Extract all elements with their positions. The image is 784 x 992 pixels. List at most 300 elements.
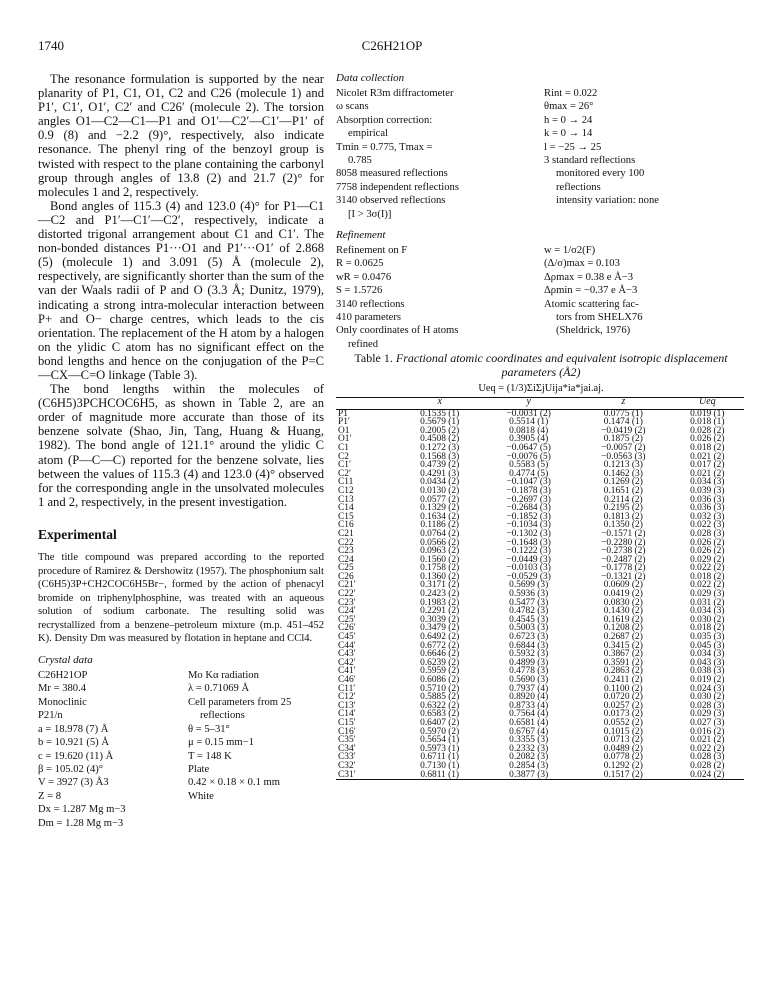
table-cell: 0.034 (3) bbox=[690, 477, 725, 488]
table-cell: 0.016 (2) bbox=[690, 726, 725, 737]
table-cell: 0.3039 (2) bbox=[420, 614, 460, 625]
atom-label: C26 bbox=[338, 571, 354, 582]
atom-label: C42′ bbox=[338, 657, 356, 668]
table-cell: 0.5959 (2) bbox=[420, 666, 460, 677]
refinement-line: 3140 reflections bbox=[336, 298, 405, 310]
table-cell: 0.5679 (1) bbox=[420, 417, 460, 428]
experimental-heading: Experimental bbox=[38, 526, 117, 542]
table-cell: 0.1462 (3) bbox=[603, 468, 643, 479]
table-cell: 0.1875 (2) bbox=[603, 434, 643, 445]
data-collection-block bbox=[336, 87, 746, 221]
table-cell: −0.0057 (2) bbox=[601, 442, 646, 453]
table-cell: 0.2423 (2) bbox=[420, 589, 460, 600]
table-cell: 0.5654 (1) bbox=[420, 735, 460, 746]
atom-label: C33′ bbox=[338, 752, 356, 763]
table-cell: 0.4739 (2) bbox=[420, 460, 460, 471]
crystal-data-col2 bbox=[188, 669, 324, 803]
table-cell: −0.0103 (3) bbox=[506, 563, 551, 574]
table-cell: 0.6646 (2) bbox=[420, 649, 460, 660]
atom-label: C22′ bbox=[338, 589, 356, 600]
table-cell: 0.029 (3) bbox=[690, 589, 725, 600]
right-column bbox=[336, 72, 746, 780]
table-cell: 0.8920 (4) bbox=[509, 692, 549, 703]
table-cell: 0.1535 (1) bbox=[420, 408, 460, 419]
crystal-data-line: T = 148 K bbox=[188, 750, 232, 762]
crystal-data-line: c = 19.620 (11) Å bbox=[38, 750, 114, 762]
table-cell: 0.024 (3) bbox=[690, 683, 725, 694]
atom-label: C25′ bbox=[338, 614, 356, 625]
crystal-data-line: μ = 0.15 mm−1 bbox=[188, 737, 254, 749]
table-cell: −0.1648 (3) bbox=[506, 537, 551, 548]
table-cell: 0.5583 (5) bbox=[509, 460, 549, 471]
table-cell: 0.021 (2) bbox=[690, 735, 725, 746]
refinement-line: Atomic scattering fac- bbox=[544, 298, 639, 310]
table-cell: −0.1778 (2) bbox=[601, 563, 646, 574]
refinement-line: Refinement on F bbox=[336, 245, 408, 256]
table-cell: 0.1568 (3) bbox=[420, 451, 460, 462]
table-cell: 0.5699 (3) bbox=[509, 580, 549, 591]
table-cell: 0.018 (1) bbox=[690, 417, 725, 428]
data-collection-line: 0.785 bbox=[348, 155, 372, 167]
table-cell: 0.0830 (2) bbox=[603, 597, 643, 608]
crystal-data-line: Z = 8 bbox=[38, 790, 62, 802]
table-cell: 0.2332 (3) bbox=[509, 743, 549, 754]
atom-label: C23 bbox=[338, 546, 354, 557]
crystal-data-heading: Crystal data bbox=[38, 654, 93, 667]
data-collection-line: Tmin = 0.775, Tmax = bbox=[336, 141, 433, 153]
table-cell: 0.045 (3) bbox=[690, 640, 725, 651]
table-cell: 0.030 (2) bbox=[690, 614, 725, 625]
data-collection-line: reflections bbox=[556, 181, 601, 193]
table-cell: 0.2082 (3) bbox=[509, 752, 549, 763]
table-cell: 0.6711 (1) bbox=[420, 752, 460, 763]
table-cell: 0.028 (2) bbox=[690, 760, 725, 771]
table-cell: 0.3171 (2) bbox=[420, 580, 460, 591]
table-cell: 0.0818 (4) bbox=[509, 425, 549, 436]
table-cell: 0.2411 (2) bbox=[603, 675, 643, 685]
refinement-line: S = 1.5726 bbox=[336, 285, 383, 297]
refinement-line: R = 0.0625 bbox=[336, 258, 384, 270]
col-header-x: x bbox=[437, 396, 442, 407]
table-cell: 0.2291 (2) bbox=[420, 606, 460, 617]
refinement-line: 410 parameters bbox=[336, 312, 402, 324]
table-cell: 0.0577 (2) bbox=[420, 494, 460, 505]
refinement-line: Δρmax = 0.38 e Å−3 bbox=[544, 271, 634, 283]
atom-label: C35′ bbox=[338, 735, 356, 746]
table-cell: 0.1560 (2) bbox=[420, 554, 460, 565]
table-cell: 0.026 (2) bbox=[690, 434, 725, 445]
table-cell: 0.0257 (2) bbox=[603, 700, 643, 711]
atom-label: C25 bbox=[338, 563, 354, 574]
table-cell: 0.1517 (2) bbox=[603, 769, 643, 780]
atom-label: C46′ bbox=[338, 675, 356, 685]
crystal-data-block bbox=[38, 669, 324, 833]
table-cell: 0.0778 (2) bbox=[603, 752, 643, 763]
table-cell: 0.6239 (2) bbox=[420, 657, 460, 668]
refinement-line: Only coordinates of H atoms bbox=[336, 325, 459, 337]
table-cell: −0.1034 (3) bbox=[506, 520, 551, 531]
atom-label: C14′ bbox=[338, 709, 356, 720]
table-cell: 0.3877 (3) bbox=[509, 769, 549, 780]
table-cell: 0.5936 (3) bbox=[509, 589, 549, 600]
table-cell: 0.038 (3) bbox=[690, 666, 725, 677]
atom-label: C2′ bbox=[338, 468, 351, 479]
table-cell: 0.1213 (3) bbox=[603, 460, 643, 471]
table-cell: −0.0419 (2) bbox=[601, 425, 646, 436]
table-cell: 0.1983 (2) bbox=[420, 597, 460, 608]
table-cell: 0.0566 (2) bbox=[420, 537, 460, 548]
table-cell: 0.7937 (4) bbox=[509, 683, 549, 694]
running-header bbox=[38, 38, 746, 56]
atom-label: C21 bbox=[338, 528, 354, 539]
table-cell: 0.4774 (5) bbox=[509, 468, 549, 479]
table-cell: −0.1571 (2) bbox=[601, 528, 646, 539]
table-cell: 0.5003 (3) bbox=[509, 623, 549, 634]
table-cell: 0.4291 (3) bbox=[420, 468, 460, 479]
table-cell: −0.0647 (5) bbox=[506, 442, 551, 453]
data-collection-line: empirical bbox=[348, 128, 389, 140]
table-cell: 0.1272 (3) bbox=[420, 442, 460, 453]
table-cell: 0.0552 (2) bbox=[603, 717, 643, 728]
page-number: 1740 bbox=[38, 38, 64, 53]
atom-label: P1 bbox=[338, 408, 348, 419]
table-cell: 0.019 (2) bbox=[690, 675, 725, 685]
table-cell: 0.1269 (2) bbox=[603, 477, 643, 488]
table-cell: 0.043 (3) bbox=[690, 657, 725, 668]
data-collection-line: θmax = 26° bbox=[544, 101, 594, 113]
refinement-line: (Sheldrick, 1976) bbox=[556, 325, 631, 337]
paragraph-bond-angles: Bond angles of 115.3 (4) and 123.0 (4)° for P1—C1—C2 and P1′—C1′—C2′, respectively, indicate a distorted trigonal arrangement about C1 and C1′. The non-bonded distances P1···O1 and P1′···O1′ of 2.868 (5) (molecule 1) and 3.091 (5) Å (molecule 2), respectively, are significantly shorter than the sum of the van der Waals radii of P and O (3.3 Å; Dunitz, 1979), indicating a strong intra-molecular interaction between P+ and O− charge centres, which leads to the cis orientation. The replacement of the H atom by a halogen on the ylidic C atom has no significant effect on the bond lengths and hence on the conjugation of the P=C —CX—C=O linkage (Table 3). bbox=[38, 198, 324, 382]
table-cell: 0.036 (3) bbox=[690, 494, 725, 505]
table-cell: 0.0130 (2) bbox=[420, 485, 460, 496]
data-collection-line: intensity variation: none bbox=[556, 195, 659, 207]
table-cell: 0.028 (3) bbox=[690, 700, 725, 711]
table-cell: 0.6086 (2) bbox=[420, 675, 460, 685]
crystal-data-line: β = 105.02 (4)° bbox=[38, 763, 104, 775]
table-cell: 0.4545 (3) bbox=[509, 614, 549, 625]
atom-label: C44′ bbox=[338, 640, 356, 651]
table-cell: 0.1360 (2) bbox=[420, 571, 460, 582]
table-cell: −0.0076 (5) bbox=[506, 451, 551, 462]
table-cell: 0.6581 (4) bbox=[509, 717, 549, 728]
table-cell: −0.1222 (3) bbox=[506, 546, 551, 557]
atom-label: C31′ bbox=[338, 769, 356, 780]
refinement-block bbox=[336, 244, 746, 350]
data-collection-line: 3140 observed reflections bbox=[336, 195, 446, 207]
data-collection-line: [I > 3σ(I)] bbox=[348, 208, 392, 220]
table-cell: 0.0764 (2) bbox=[420, 528, 460, 539]
table-cell: 0.0173 (2) bbox=[603, 709, 643, 720]
ueq-definition: Ueq = (1/3)ΣiΣjUija*ia*jai.aj. bbox=[478, 383, 604, 394]
table-cell: 0.022 (3) bbox=[690, 520, 725, 531]
table-cell: −0.0449 (3) bbox=[506, 554, 551, 565]
table-cell: 0.027 (3) bbox=[690, 717, 725, 728]
crystal-data-line: Mr = 380.4 bbox=[38, 683, 87, 695]
atom-label: C21′ bbox=[338, 580, 356, 591]
table-cell: −0.2697 (3) bbox=[506, 494, 551, 505]
refinement-line: wR = 0.0476 bbox=[336, 271, 392, 283]
refinement-line: tors from SHELX76 bbox=[556, 312, 643, 324]
table-cell: −0.2487 (2) bbox=[601, 554, 646, 565]
table-cell: 0.022 (2) bbox=[690, 580, 725, 591]
table-cell: 0.0609 (2) bbox=[603, 580, 643, 591]
atom-label: C2 bbox=[338, 451, 349, 462]
table-cell: 0.3905 (4) bbox=[509, 434, 549, 445]
table-cell: 0.034 (3) bbox=[690, 606, 725, 617]
atom-label: C1 bbox=[338, 442, 349, 453]
data-collection-line: 3 standard reflections bbox=[544, 155, 636, 167]
table-cell: 0.4899 (3) bbox=[509, 657, 549, 668]
crystal-data-line: Monoclinic bbox=[38, 696, 87, 708]
atom-label: P1′ bbox=[338, 417, 350, 428]
data-collection-col2 bbox=[544, 87, 744, 208]
table-cell: 0.6811 (1) bbox=[420, 769, 460, 780]
table-cell: 0.3415 (2) bbox=[603, 640, 643, 651]
atom-label: C45′ bbox=[338, 632, 356, 643]
atom-label: C16 bbox=[338, 520, 354, 531]
table-cell: 0.2687 (2) bbox=[603, 632, 643, 643]
left-column bbox=[38, 72, 324, 833]
refinement-col2 bbox=[544, 244, 744, 338]
table-cell: 0.018 (2) bbox=[690, 571, 725, 582]
data-collection-line: l = −25 → 25 bbox=[544, 141, 602, 153]
data-collection-line: Nicolet R3m diffractometer bbox=[336, 88, 454, 99]
crystal-data-col1 bbox=[38, 669, 188, 830]
table-cell: 0.1186 (2) bbox=[420, 520, 460, 531]
crystal-data-line: Mo Kα radiation bbox=[188, 670, 259, 682]
data-collection-line: Rint = 0.022 bbox=[544, 88, 598, 99]
crystal-data-line: θ = 5–31° bbox=[188, 723, 230, 735]
col-header-ueq: Ueq bbox=[698, 396, 716, 407]
crystal-data-line: Dm = 1.28 Mg m−3 bbox=[38, 817, 124, 829]
table-cell: 0.021 (2) bbox=[690, 468, 725, 479]
table-cell: −0.1321 (2) bbox=[601, 571, 646, 582]
crystal-data-line: V = 3927 (3) Å3 bbox=[38, 777, 109, 789]
crystal-data-line: λ = 0.71069 Å bbox=[188, 683, 250, 695]
table-cell: 0.0489 (2) bbox=[603, 743, 643, 754]
crystal-data-line: White bbox=[188, 790, 214, 802]
crystal-data-line: Dx = 1.287 Mg m−3 bbox=[38, 804, 126, 816]
table-cell: 0.6407 (2) bbox=[420, 717, 460, 728]
table-cell: 0.1350 (2) bbox=[603, 520, 643, 531]
table-cell: 0.1292 (2) bbox=[603, 760, 643, 771]
table-cell: −0.0031 (2) bbox=[506, 408, 551, 419]
coordinates-table bbox=[336, 397, 744, 780]
table-cell: 0.026 (2) bbox=[690, 546, 725, 557]
table-cell: 0.039 (3) bbox=[690, 485, 725, 496]
paragraph-resonance: The resonance formulation is supported by the near planarity of P1, C1, O1, C2 and C26 (molecule 1) and P1′, C1′, O1′, C2′ and C26′ (molecule 2). The torsion angles O1—C2—C1—P1 and O1′—C2′—C1′—P1′ of 0.9 (8) and −2.2 (9)°, respectively, also indicate resonance. The phenyl ring of the benzoyl group is twisted with respect to the plane containing the carbonyl group through angles of 13.8 (2) and 21.7 (2)° for molecules 1 and 2, respectively. bbox=[38, 72, 324, 199]
atom-label: C41′ bbox=[338, 666, 356, 677]
table-cell: 0.028 (2) bbox=[690, 425, 725, 436]
refinement-line: Δρmin = −0.37 e Å−3 bbox=[544, 285, 638, 297]
table-cell: 0.018 (2) bbox=[690, 623, 725, 634]
table-cell: 0.7130 (1) bbox=[420, 760, 460, 771]
atom-label: C14 bbox=[338, 503, 354, 514]
table-cell: −0.2738 (2) bbox=[601, 546, 646, 557]
table-cell: 0.6723 (3) bbox=[509, 632, 549, 643]
table-cell: 0.029 (3) bbox=[690, 709, 725, 720]
table-cell: −0.2684 (3) bbox=[506, 503, 551, 514]
table-cell: 0.4778 (3) bbox=[509, 666, 549, 677]
atom-label: C32′ bbox=[338, 760, 356, 771]
table-cell: 0.1634 (2) bbox=[420, 511, 460, 522]
table-cell: 0.5970 (2) bbox=[420, 726, 460, 737]
table-cell: 0.028 (3) bbox=[690, 752, 725, 763]
atom-label: O1′ bbox=[338, 434, 352, 445]
atom-label: C1′ bbox=[338, 460, 351, 471]
table-cell: 0.6844 (3) bbox=[509, 640, 549, 651]
table-cell: −0.1302 (3) bbox=[506, 528, 551, 539]
col-header-atom bbox=[336, 398, 398, 410]
table-cell: 0.0775 (1) bbox=[603, 408, 643, 419]
table-cell: 0.2854 (3) bbox=[509, 760, 549, 771]
atom-label: C15 bbox=[338, 511, 354, 522]
table-cell: 0.3867 (2) bbox=[603, 649, 643, 660]
table-row bbox=[336, 771, 744, 780]
atom-label: C12 bbox=[338, 485, 354, 496]
atom-label: C26′ bbox=[338, 623, 356, 634]
table-cell: 0.6583 (2) bbox=[420, 709, 460, 720]
table-cell: 0.7564 (4) bbox=[509, 709, 549, 720]
paragraph-bond-lengths: The bond lengths within the molecules of (C6H5)3PCHCOC6H5, as shown in Table 2, are an order of magnitude more accurate than those of its benzene solvate (Shao, Jin, Tang, Huang & Huang, 1982). The bond angle of 121.1° around the ylidic C atom (P—C—C) reported for the benzene solvate, lies between the values of 115.3 (4) and 123.0 (4)° observed for the corresponding angle in the unsolvated molecules 1 and 2, respectively, in the present investigation. bbox=[38, 382, 324, 509]
table-cell: 0.0963 (2) bbox=[420, 546, 460, 557]
atom-label: C12′ bbox=[338, 692, 356, 703]
table-cell: 0.2114 (2) bbox=[603, 494, 643, 505]
data-collection-line: monitored every 100 bbox=[556, 168, 645, 180]
atom-label: C13′ bbox=[338, 700, 356, 711]
table-cell: 0.022 (2) bbox=[690, 563, 725, 574]
table-cell: 0.034 (3) bbox=[690, 649, 725, 660]
atom-label: C15′ bbox=[338, 717, 356, 728]
crystal-data-line: 0.42 × 0.18 × 0.1 mm bbox=[188, 777, 280, 789]
atom-label: C34′ bbox=[338, 743, 356, 754]
table-cell: 0.6767 (4) bbox=[509, 726, 549, 737]
table-cell: −0.1878 (3) bbox=[506, 485, 551, 496]
table-cell: 0.4508 (2) bbox=[420, 434, 460, 445]
table1-label: Table 1. bbox=[354, 351, 393, 365]
atom-label: C22 bbox=[338, 537, 354, 548]
table-cell: 0.1651 (2) bbox=[603, 485, 643, 496]
table-cell: 0.018 (2) bbox=[690, 442, 725, 453]
atom-label: C24′ bbox=[338, 606, 356, 617]
table-cell: 0.1329 (2) bbox=[420, 503, 460, 514]
table-cell: 0.1208 (2) bbox=[603, 623, 643, 634]
table-cell: −0.1852 (3) bbox=[506, 511, 551, 522]
refinement-line: (Δ/σ)max = 0.103 bbox=[544, 258, 620, 270]
table-header-row bbox=[336, 398, 744, 410]
table-cell: −0.2280 (2) bbox=[601, 537, 646, 548]
table-cell: 0.024 (2) bbox=[690, 769, 725, 780]
table-cell: 0.032 (3) bbox=[690, 511, 725, 522]
col-header-y: y bbox=[526, 396, 531, 407]
col-header-z: z bbox=[621, 396, 626, 407]
table-cell: 0.1758 (2) bbox=[420, 563, 460, 574]
atom-label: C24 bbox=[338, 554, 354, 565]
data-collection-line: h = 0 → 24 bbox=[544, 114, 593, 126]
table-cell: −0.1047 (3) bbox=[506, 477, 551, 488]
table-cell: 0.5710 (2) bbox=[420, 683, 460, 694]
table-cell: 0.5973 (1) bbox=[420, 743, 460, 754]
data-collection-line: k = 0 → 14 bbox=[544, 128, 593, 140]
table-cell: 0.6322 (2) bbox=[420, 700, 460, 711]
data-collection-line: ω scans bbox=[336, 101, 369, 113]
atom-label: C23′ bbox=[338, 597, 356, 608]
atom-label: C11 bbox=[338, 477, 354, 488]
atom-label: C13 bbox=[338, 494, 354, 505]
table-cell: 0.5690 (3) bbox=[509, 675, 549, 685]
crystal-data-line: b = 10.921 (5) Å bbox=[38, 737, 110, 749]
atom-label: O1 bbox=[338, 425, 350, 436]
atom-label: C43′ bbox=[338, 649, 356, 660]
atom-label: C11′ bbox=[338, 683, 356, 694]
table-cell: 0.3479 (2) bbox=[420, 623, 460, 634]
table-cell: 0.8733 (4) bbox=[509, 700, 549, 711]
crystal-data-line: Cell parameters from 25 bbox=[188, 696, 292, 708]
crystal-data-line: Plate bbox=[188, 763, 210, 775]
atom-label: C16′ bbox=[338, 726, 356, 737]
table-cell: 0.3355 (3) bbox=[509, 735, 549, 746]
header-formula: C26H21OP bbox=[361, 38, 423, 53]
refinement-col1 bbox=[336, 244, 541, 351]
table-body bbox=[336, 409, 744, 780]
table-cell: 0.1015 (2) bbox=[603, 726, 643, 737]
data-collection-line: Absorption correction: bbox=[336, 114, 433, 126]
table-cell: 0.5514 (1) bbox=[509, 417, 549, 428]
table-cell: 0.035 (3) bbox=[690, 632, 725, 643]
table-cell: 0.031 (2) bbox=[690, 597, 725, 608]
table-cell: 0.0720 (2) bbox=[603, 692, 643, 703]
table-cell: 0.1813 (2) bbox=[603, 511, 643, 522]
refinement-line: refined bbox=[348, 338, 378, 350]
table-cell: 0.1619 (2) bbox=[603, 614, 643, 625]
table-cell: 0.1100 (2) bbox=[603, 683, 643, 694]
crystal-data-line: reflections bbox=[200, 710, 245, 722]
table-cell: −0.0563 (3) bbox=[601, 451, 646, 462]
table-cell: 0.1474 (1) bbox=[603, 417, 643, 428]
table-cell: 0.0419 (2) bbox=[603, 589, 643, 600]
table-cell: −0.0529 (3) bbox=[506, 571, 551, 582]
refinement-line: w = 1/σ2(F) bbox=[544, 245, 596, 256]
data-collection-heading: Data collection bbox=[336, 72, 405, 84]
table-cell: 0.2195 (2) bbox=[603, 503, 643, 514]
table-cell: 0.5885 (2) bbox=[420, 692, 460, 703]
table-cell: 0.036 (3) bbox=[690, 503, 725, 514]
table-cell: 0.0713 (2) bbox=[603, 735, 643, 746]
table-cell: 0.029 (2) bbox=[690, 554, 725, 565]
data-collection-line: 7758 independent reflections bbox=[336, 181, 459, 193]
table-cell: 0.0434 (2) bbox=[420, 477, 460, 488]
table-cell: 0.5932 (3) bbox=[509, 649, 549, 660]
table-cell: 0.026 (2) bbox=[690, 537, 725, 548]
table-cell: 0.6772 (2) bbox=[420, 640, 460, 651]
data-collection-line: 8058 measured reflections bbox=[336, 168, 448, 180]
data-collection-col1 bbox=[336, 87, 541, 221]
crystal-data-line: C26H21OP bbox=[38, 670, 88, 682]
table-cell: 0.2005 (2) bbox=[420, 425, 460, 436]
crystal-data-line: a = 18.978 (7) Å bbox=[38, 723, 109, 735]
table-cell: 0.030 (2) bbox=[690, 692, 725, 703]
table-cell: 0.3591 (2) bbox=[603, 657, 643, 668]
table-cell: 0.017 (2) bbox=[690, 460, 725, 471]
crystal-data-line: P21/n bbox=[38, 710, 63, 722]
experimental-text: The title compound was prepared according to the reported procedure of Ramirez & Dershowitz (1957). The phosphonium salt (C6H5)3P+CH2COC6H5Br−, formed by the action of phenacyl bromide on triphenylphosphine, was treated with an aqueous solution of sodium carbonate. The resulting solid was recrystallized from a benzene–petroleum mixture (m.p. 451–452 K). Density Dm was measured by flotation in heptane and CCl4. bbox=[38, 551, 324, 645]
table1-caption bbox=[336, 351, 746, 379]
table1-caption-text: Fractional atomic coordinates and equivalent isotropic displacement parameters (Å2) bbox=[395, 351, 728, 379]
table-cell: 0.022 (2) bbox=[690, 743, 725, 754]
refinement-heading: Refinement bbox=[336, 229, 386, 241]
table-cell: 0.2863 (2) bbox=[603, 666, 643, 677]
table-cell: 0.019 (1) bbox=[690, 408, 725, 419]
